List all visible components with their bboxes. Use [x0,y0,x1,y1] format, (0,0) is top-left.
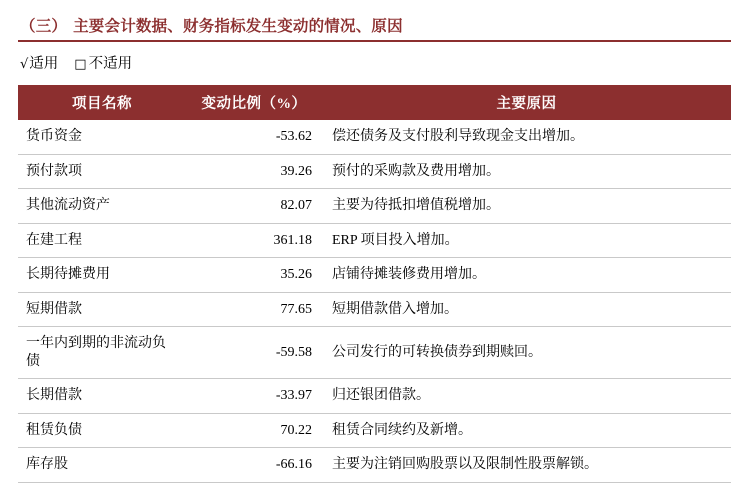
cell-main-reason: 租赁合同续约及新增。 [322,413,731,448]
checkmark-icon: √ [20,57,29,72]
cell-change-ratio: -33.97 [186,379,322,414]
table-header-row [18,85,731,120]
cell-main-reason: 归还银团借款。 [322,379,731,414]
empty-checkbox-icon: □ [74,57,87,72]
section-number: （三） [20,18,68,35]
cell-change-ratio: 39.26 [186,154,322,189]
table-row [18,258,731,293]
column-header-ratio: 变动比例（%） [186,85,322,120]
cell-main-reason: 短期借款借入增加。 [322,292,731,327]
table-row [18,223,731,258]
cell-change-ratio: -59.58 [186,327,322,379]
cell-item-name: 在建工程 [18,223,186,258]
heading-divider [18,40,731,42]
cell-change-ratio: -53.62 [186,120,322,154]
table-row [18,379,731,414]
cell-change-ratio: 35.26 [186,258,322,293]
changes-table [18,85,731,483]
cell-main-reason: 店铺待摊装修费用增加。 [322,258,731,293]
cell-main-reason: 公司发行的可转换债券到期赎回。 [322,327,731,379]
column-header-name: 项目名称 [18,85,186,120]
applicable-label: 适用 [29,56,59,72]
cell-item-name: 库存股 [18,448,186,483]
cell-item-name: 长期借款 [18,379,186,414]
cell-item-name: 短期借款 [18,292,186,327]
table-row [18,413,731,448]
cell-main-reason: 主要为待抵扣增值税增加。 [322,189,731,224]
page-title [20,14,731,36]
not-applicable-option[interactable] [74,56,132,72]
cell-item-name: 其他流动资产 [18,189,186,224]
cell-change-ratio: -66.16 [186,448,322,483]
table-row [18,154,731,189]
cell-item-name: 长期待摊费用 [18,258,186,293]
applicability-line [20,52,731,73]
cell-item-name: 预付款项 [18,154,186,189]
table-row [18,327,731,379]
cell-change-ratio: 82.07 [186,189,322,224]
cell-item-name: 租赁负债 [18,413,186,448]
cell-change-ratio: 70.22 [186,413,322,448]
table-row [18,292,731,327]
cell-change-ratio: 361.18 [186,223,322,258]
not-applicable-label: 不适用 [88,56,133,72]
cell-item-name: 货币资金 [18,120,186,154]
section-title-text: 主要会计数据、财务指标发生变动的情况、原因 [73,18,403,35]
table-row [18,189,731,224]
column-header-reason: 主要原因 [322,85,731,120]
cell-item-name [18,327,186,379]
cell-main-reason: 偿还债务及支付股利导致现金支出增加。 [322,120,731,154]
cell-main-reason: 预付的采购款及费用增加。 [322,154,731,189]
cell-main-reason: 主要为注销回购股票以及限制性股票解锁。 [322,448,731,483]
cell-main-reason: ERP 项目投入增加。 [322,223,731,258]
table-row [18,120,731,154]
cell-item-name-text: 一年内到期的非流动负债 [26,336,166,369]
cell-change-ratio: 77.65 [186,292,322,327]
applicable-option[interactable] [20,56,58,72]
